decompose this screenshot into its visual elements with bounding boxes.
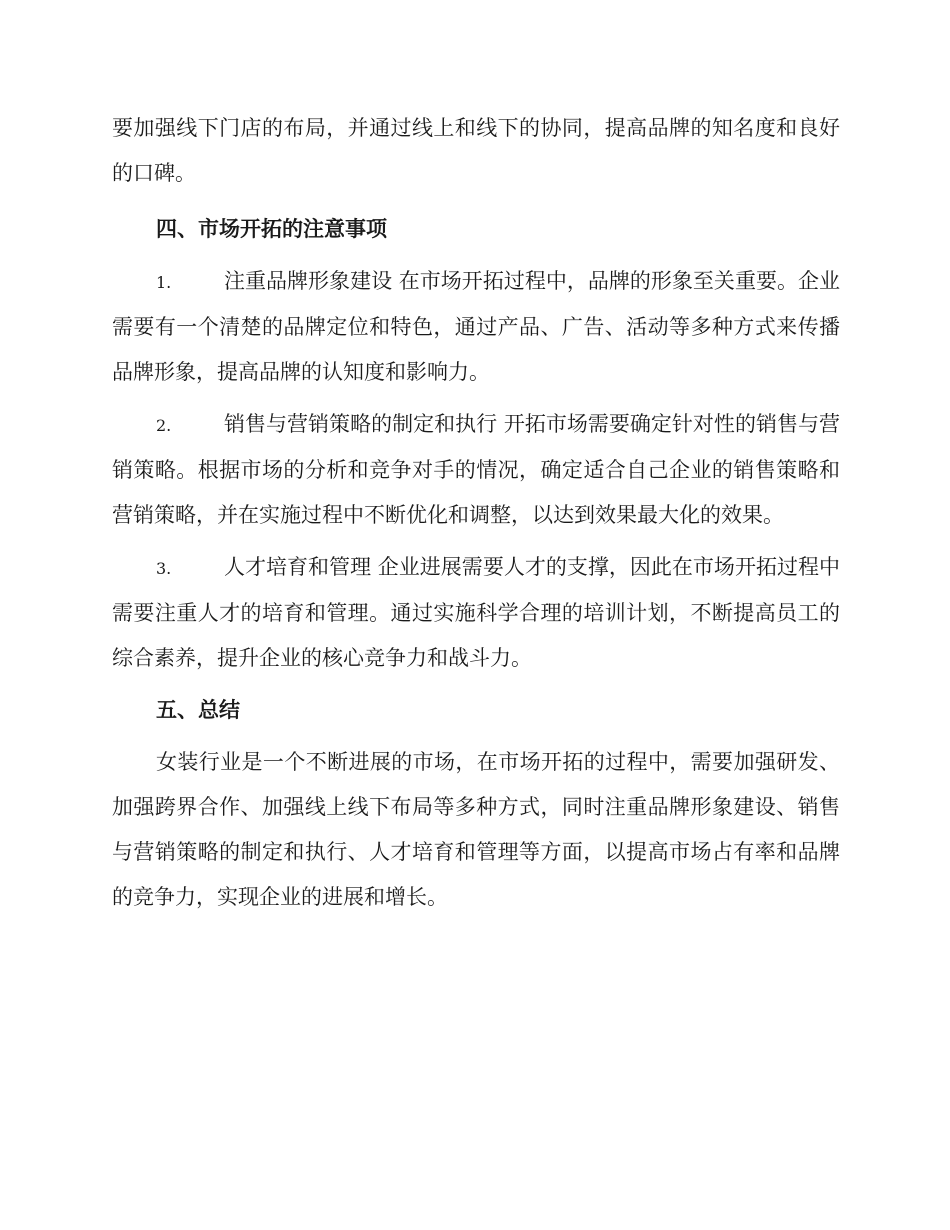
list-number-1: 1. [156,273,172,292]
list-item-3 [112,545,840,681]
list-text-3: 人才培育和管理 企业进展需要人才的支撑，因此在市场开拓过程中需要注重人才的培育和管理。通过实施科学合理的培训计划，不断提高员工的综合素养，提升企业的核心竞争力和战斗力。 [112,555,840,670]
list-number-2: 2. [156,416,172,435]
list-item-2 [112,402,840,538]
section-5-heading: 五、总结 [156,698,240,722]
list-text-1: 注重品牌形象建设 在市场开拓过程中，品牌的形象至关重要。企业需要有一个清楚的品牌定位和特色，通过产品、广告、活动等多种方式来传播品牌形象，提高品牌的认知度和影响力。 [112,269,840,384]
list-item-1 [112,259,840,395]
list-text-2: 销售与营销策略的制定和执行 开拓市场需要确定针对性的销售与营销策略。根据市场的分析和竞争对手的情况，确定适合自己企业的销售策略和营销策略，并在实施过程中不断优化和调整，以达到效果最大化的效果。 [112,412,840,527]
intro-paragraph: 要加强线下门店的布局，并通过线上和线下的协同，提高品牌的知名度和良好的口碑。 [112,116,840,185]
summary-paragraph: 女装行业是一个不断进展的市场，在市场开拓的过程中，需要加强研发、加强跨界合作、加强线上线下布局等多种方式，同时注重品牌形象建设、销售与营销策略的制定和执行、人才培育和管理等方面，以提高市场占有率和品牌的竞争力，实现企业的进展和增长。 [112,750,840,909]
list-number-3: 3. [156,559,172,578]
section-4-heading: 四、市场开拓的注意事项 [156,217,387,241]
document-page [112,106,840,920]
